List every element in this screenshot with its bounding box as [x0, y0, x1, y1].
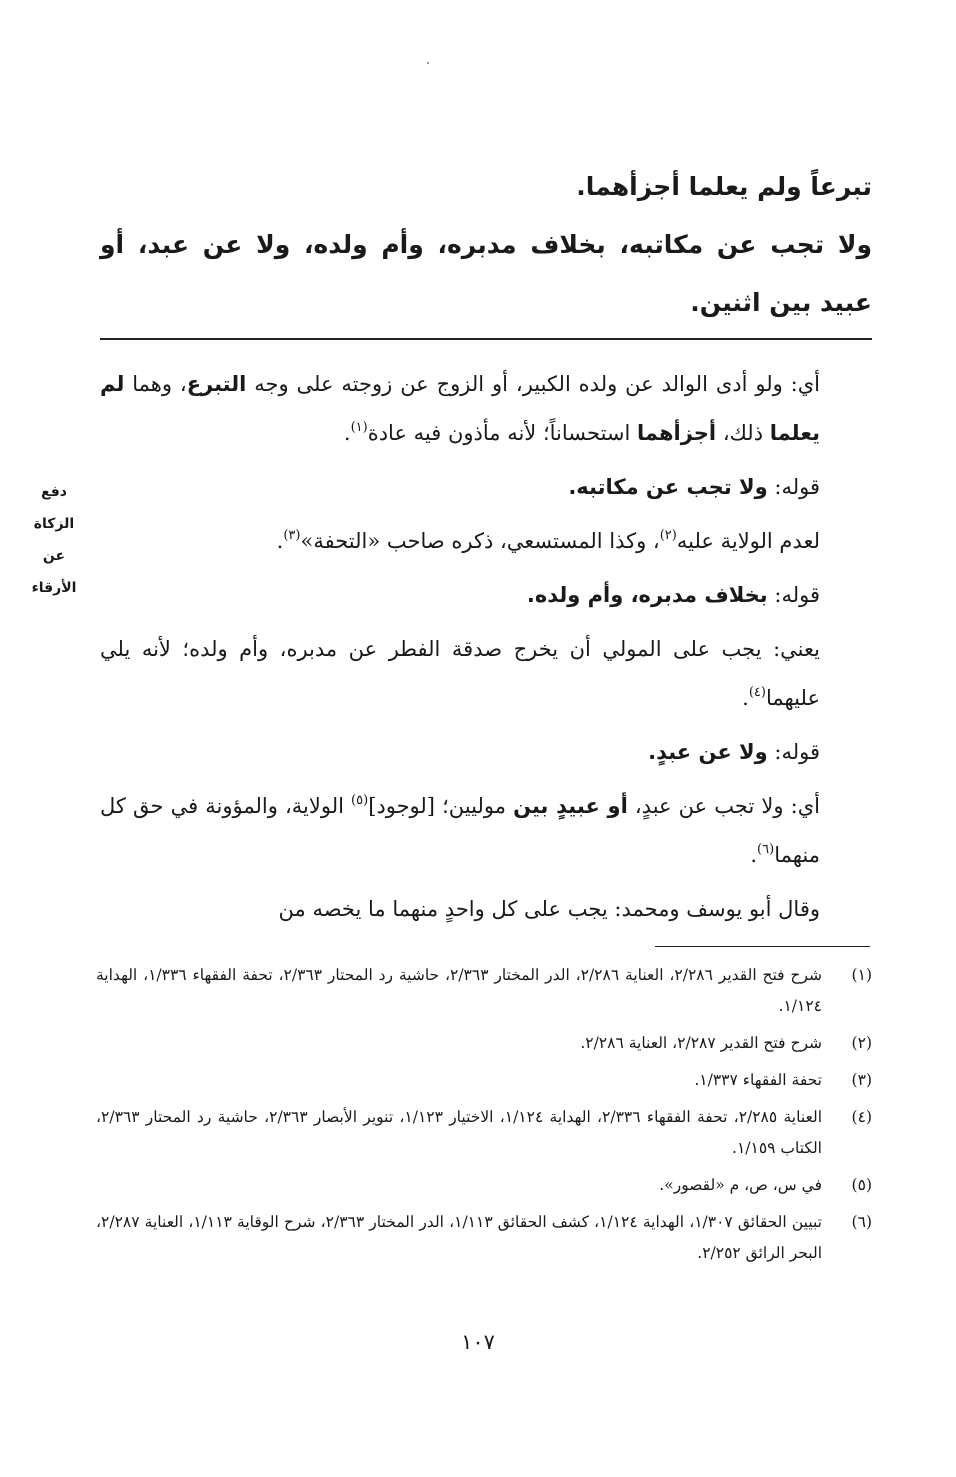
- footnote-ref: (١): [350, 420, 368, 435]
- quote-heading: قوله: بخلاف مدبره، وأم ولده.: [526, 583, 820, 607]
- footnote-text: تحفة الفقهاء ١/٣٣٧.: [694, 1071, 822, 1089]
- footnote-ref: (٦): [757, 842, 775, 857]
- footnote: [96, 1102, 872, 1164]
- footnote-ref: (٥): [351, 793, 369, 808]
- commentary-paragraph: أي: ولو أدى الوالد عن ولده الكبير، أو الزوج عن زوجته على وجه التبرع، وهما لم يعلما ذلك، أجزأهما استحساناً؛ لأنه مأذون فيه عادة$^{(١)}$.: [100, 372, 820, 445]
- footnote-ref: (٢): [659, 528, 677, 543]
- print-mark: [427, 62, 429, 64]
- matn-text: [100, 158, 872, 332]
- footnote-number: (٢): [851, 1034, 872, 1052]
- footnote-number: (٥): [851, 1176, 872, 1194]
- footnote-text: تبيين الحقائق ١/٣٠٧، الهداية ١/١٢٤، كشف الحقائق ١/١١٣، الدر المختار ٢/٣٦٣، شرح الوقاية ١/١١٣، العناية ٢/٢٨٧، البحر الرائق ٢/٢٥٢.: [96, 1213, 822, 1262]
- matn-line: ولا تجب عن مكاتبه، بخلاف مدبره، وأم ولده، ولا عن عبد، أو عبيد بين اثنين.: [100, 230, 872, 317]
- margin-heading-line: الزكاة: [33, 516, 75, 532]
- commentary-paragraph: يعني: يجب على المولي أن يخرج صدقة الفطر عن مدبره، وأم ولده؛ لأنه يلي عليهما$^{(٤)}$.: [100, 637, 820, 710]
- footnote-number: (٣): [851, 1071, 872, 1089]
- footnote-number: (٤): [851, 1108, 872, 1126]
- footnote-text: شرح فتح القدير ٢/٢٨٦، العناية ٢/٢٨٦، الدر المختار ٢/٣٦٣، حاشية رد المحتار ٢/٣٦٣، تحفة الفقهاء ١/٣٣٦، الهداية ١/١٢٤.: [96, 966, 822, 1015]
- footnote-ref: (٣): [283, 528, 301, 543]
- footnote: [96, 1207, 872, 1269]
- margin-heading-line: الأرقاء: [31, 580, 77, 596]
- footnote-text: شرح فتح القدير ٢/٢٨٧، العناية ٢/٢٨٦.: [580, 1034, 822, 1052]
- quote-heading: قوله: ولا تجب عن مكاتبه.: [568, 475, 820, 499]
- footnote-number: (٦): [851, 1213, 872, 1231]
- commentary-paragraph: لعدم الولاية عليه$^{(٢)}$، وكذا المستسعي، ذكره صاحب «التحفة»$^{(٣)}$.: [276, 528, 820, 553]
- quote-heading: قوله: ولا عن عبدٍ.: [648, 740, 820, 764]
- footnote-text: العناية ٢/٢٨٥، تحفة الفقهاء ٢/٣٣٦، الهداية ١/١٢٤، الاختيار ١/١٢٣، تنوير الأبصار ٢/٣٦٣، حاشية رد المحتار ٢/٣٦٣، الكتاب ١/١٥٩.: [96, 1108, 823, 1157]
- margin-heading-line: دفع: [41, 484, 67, 500]
- matn-line: تبرعاً ولم يعلما أجزأهما.: [576, 172, 872, 201]
- footnote: [96, 1028, 872, 1059]
- footnote: [96, 1065, 872, 1096]
- matn-divider: [100, 338, 872, 340]
- page-number: ١٠٧: [461, 1330, 495, 1354]
- commentary: [100, 360, 872, 939]
- margin-heading: [18, 476, 90, 604]
- footnote-divider: [655, 946, 870, 947]
- footnotes: [96, 960, 872, 1275]
- commentary-paragraph: وقال أبو يوسف ومحمد: يجب على كل واحدٍ منهما ما يخصه من: [278, 897, 820, 921]
- footnote: [96, 1170, 872, 1201]
- commentary-paragraph: أي: ولا تجب عن عبدٍ، أو عبيدٍ بين موليين؛ [لوجود]$^{(٥)}$ الولاية، والمؤونة في حق كل منهما$^{(٦)}$.: [100, 793, 820, 867]
- footnote: [96, 960, 872, 1022]
- margin-heading-line: عن: [42, 548, 66, 564]
- footnote-text: في س، ص، م «لقصور».: [659, 1176, 822, 1194]
- footnote-number: (١): [851, 966, 872, 984]
- footnote-ref: (٤): [748, 685, 766, 700]
